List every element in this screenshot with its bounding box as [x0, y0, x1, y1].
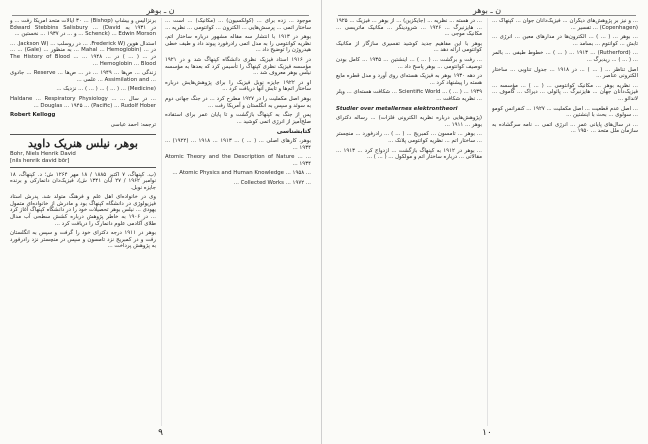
paragraph: وی در خانواده‌ای اهل علم و فرهنگ متولد شد. پدرش استاد فیزیولوژی در دانشگاه کپنهاگ بود و مادرش از خانواده‌ای متمول یهودی ... نیلس بوهر تحصیلات خود را در دانشگاه کپنهاگ آغاز کرد ... در ۱۹۰۶ به خاطر پژوهش درباره کشش سطحی آب مدال طلای آکادمی علوم دانمارک را دریافت کرد ...: [10, 194, 156, 227]
paragraph: (ب. کپنهاگ، ۷ اکتبر ۱۸۸۵ / ۱۸ مهر ۱۲۶۴ ش؛ د. کپنهاگ، ۱۸ نوامبر ۱۹۶۲ / ۲۷ آبان ۱۳۴۱ ش)، فیزیک‌دان دانمارکی و برنده جایزه نوبل.: [10, 171, 156, 191]
left-page-number: ٩: [158, 428, 163, 438]
entry-latin-name: Bohr, Niels Henrik David: [10, 151, 76, 158]
paragraph: او در ۱۹۲۲ جایزه نوبل فیزیک را برای پژوهش‌هایش درباره ساختار اتم‌ها و تابش آنها دریافت کرد ...: [165, 79, 311, 93]
right-running-head: ن ـ بوهر: [472, 6, 502, 15]
entry-header: [10, 134, 156, 167]
entry-title: بوهر، نیلس هنریک داوید: [28, 137, 138, 151]
paragraph: ... در سال ... Haldane ... Respiratory Physiology ... Douglas ... ۱۹۴۵ ... (Pacific) ... Rudolf Hober ...: [10, 95, 156, 109]
paragraph: موجود ... زده برای ... (کولکسیون) ... (مکانیک) ... است ... ساختار اتمی ... پرسش‌هایی ... الکترون ... کوانتومی ... نظریه ...: [165, 18, 311, 31]
bib-entry: ... Collected Works ... ۱۹۷۲ ...: [233, 179, 311, 186]
left-running-head: ن ـ بوهر: [146, 6, 175, 15]
paragraph: در دهه ۱۹۳۰ بوهر به فیزیک هسته‌ای روی آورد و مدل قطره مایع هسته را پیشنهاد کرد ...: [336, 73, 482, 86]
paragraph: در ۱۹۱۶ استاد فیزیک نظری دانشگاه کپنهاگ شد و در ۱۹۲۱ مؤسسه فیزیک نظری کپنهاگ را تأسیس کرد که بعدها به مؤسسه نیلس بوهر معروف شد ...: [165, 56, 311, 77]
italic-title-line: Studier over metallernes elektrontheori: [336, 105, 458, 112]
paragraph: پس از جنگ به کپنهاگ بازگشت و تا پایان عمر برای استفاده صلح‌آمیز از انرژی اتمی کوشید ...: [165, 112, 311, 125]
bib-entry: ... Atomic Physics and Human Knowledge ... ۱۹۵۸ ...: [172, 170, 311, 177]
paragraph: ... در سال‌های پایانی عمر ... انرژی اتمی ... نامه سرگشاده به سازمان ملل متحد ... ۱۹۵۰ ...: [492, 121, 638, 135]
paragraph: ... اصل عدم قطعیت ... اصل مکملیت ... ۱۹۲۷ ... کنفرانس کومو ... سولوی ... بحث با اینشتین ...: [492, 105, 638, 119]
paragraph: برنزالیس و بیشاپ (Bishop) ... ۳۰ ایالات متحد آمریکا رفت ... و در ۱۹۳۱ به Edward Stebbins Salisbury ... (David Schenck) ... Edwin Morson ... و ... در ۱۹۳۷ ... نخستین ...: [10, 18, 156, 38]
paragraph: بوهر اصل مکملیت را در ۱۹۲۷ مطرح کرد ... در جنگ جهانی دوم به سوئد و سپس به انگلستان و آمریکا رفت ...: [165, 95, 311, 109]
right-column-divider: [487, 18, 488, 426]
paragraph: ... نظریه بوهر ... مکانیک کوانتومی ... ( ... ) ... مؤسسه ... فیزیک‌دانان جهان ... هایزنبرگ ... پائولی ... دیراک ... گاموف ... لاندائو ...: [492, 82, 638, 102]
paragraph: بوهر در ۱۹۱۱ درجه دکترای خود را گرفت و سپس به انگلستان رفت و در کمبریج نزد تامسون و سپس در منچستر نزد رادرفورد به پژوهش پرداخت ...: [10, 230, 156, 250]
paragraph: ... در هسته ... نظریه ... (جایگزین) ... از بوهر ... فیزیک ... ۱۹۲۵ ... هایزنبرگ ... ۱۹۲۶ ... شرودینگر ... مکانیک ماتریسی ... مکانیک موجی ...: [336, 18, 482, 38]
right-page-col-left: [336, 18, 482, 426]
paragraph: استدال هوین (Frederick W. ... در روسلب ... (Jackson W. ... در ... (Mahal ... Hemoglobin ... به منظور ... (Gale) ... ... در ... ( ... ) در ... ۱۹۴۸ ... The History of Blood ... Hemoglobin ... Blood ...: [10, 40, 156, 67]
paragraph: ... بوهر ... تامسون ... کمبریج ... ( ... ) ... رادرفورد ... منچستر ... ساختار اتم ... نظریه کوانتومی پلانک ...: [336, 131, 482, 144]
bibliography-heading: کتابشناسی: [276, 128, 311, 136]
paragraph: ... و نیز بر پژوهش‌های دیگران ... فیزیک‌دانان جوان ... کپنهاگ ... (Copenhagen) ... تفسیر ...: [492, 18, 638, 31]
right-page-number: ١٠: [482, 428, 492, 438]
left-page: [0, 0, 322, 444]
paragraph: بوهر با این مفاهیم جدید کوشید تفسیری سازگار از مکانیک کوانتومی ارائه دهد ...: [336, 40, 482, 54]
left-page-col-left: [10, 18, 156, 426]
paragraph: بوهر در ۱۹۱۳ با انتشار سه مقاله مشهور درباره ساختار اتم، نظریه کوانتومی را به مدل اتمی رادرفورد پیوند داد و طیف خطی هیدروژن را توضیح داد ...: [165, 34, 311, 54]
left-column-divider: [161, 18, 162, 426]
paragraph: ... بوهر در ۱۹۱۲ به کپنهاگ بازگشت ... ازدواج کرد ... ۱۹۱۳ ... مقالاتی ... درباره ساختار اتم و مولکول ... ( ... ) ...: [336, 147, 482, 161]
paragraph: (پژوهش‌هایی درباره نظریه الکترونی فلزات) ... رساله دکترای بوهر ... ۱۹۱۱ ...: [336, 115, 482, 128]
right-page-col-right: [492, 18, 638, 426]
paragraph: Scientific World ... ( ... ) ... ۱۹۳۹ ... شکافت هسته‌ای ... ویلر ... نظریه شکافت ...: [336, 89, 482, 102]
left-page-col-right: [165, 18, 311, 426]
entry-pronunciation: [nils henrik david bōr]: [10, 157, 70, 164]
bib-entry: ... Atomic Theory and the Description of Nature ... ۱۹۳۴ ...: [165, 154, 311, 167]
paragraph: ... رفت و برگشت ... ( ... ) ... اینشتین ... ۱۹۳۵ ... کامل بودن توصیف کوانتومی ... بوهر پاسخ داد ...: [336, 56, 482, 70]
author-note: ترجمه: احمد عباسی: [110, 121, 156, 128]
paragraph: اصل تناظر ... ( ... ) ... در ۱۹۱۸ ... جدول تناوبی ... ساختار الکترونی عناصر ...: [492, 66, 638, 80]
right-page: [326, 0, 648, 444]
left-head-rule: [12, 15, 309, 16]
paragraph: ... (Rutherford) ... ۱۹۱۳ ... ( ... ) ... خطوط طیفی ... بالمر ... ( ... ) ... ریدبرگ ...: [492, 50, 638, 63]
author-line: Robert Kellogg: [10, 112, 56, 119]
paragraph: (Medicine) ... ( ... ) ... ( ... ) ... نزدیک ...: [56, 86, 156, 93]
paragraph: ... بوهر ... ( ... ) ... الکترون‌ها در مدارهای معین ... انرژی ... تابش ... کوانتوم ... بسامد ...: [492, 34, 638, 47]
right-head-rule: [338, 15, 636, 16]
paragraph: زندگی ... ص‌ها ... ۱۹۴۹ ... در ... ص‌ها ... Reserve ... جادوی ... Assimilation and ... علمی ...: [10, 70, 156, 83]
bib-entry: بوهر، کارهای اصلی ... ( ... ) ... ۱۹۱۳ ... ۱۹۱۸ ... (۱۹۲۲) ... ۱۹۳۴ ...: [165, 137, 311, 151]
